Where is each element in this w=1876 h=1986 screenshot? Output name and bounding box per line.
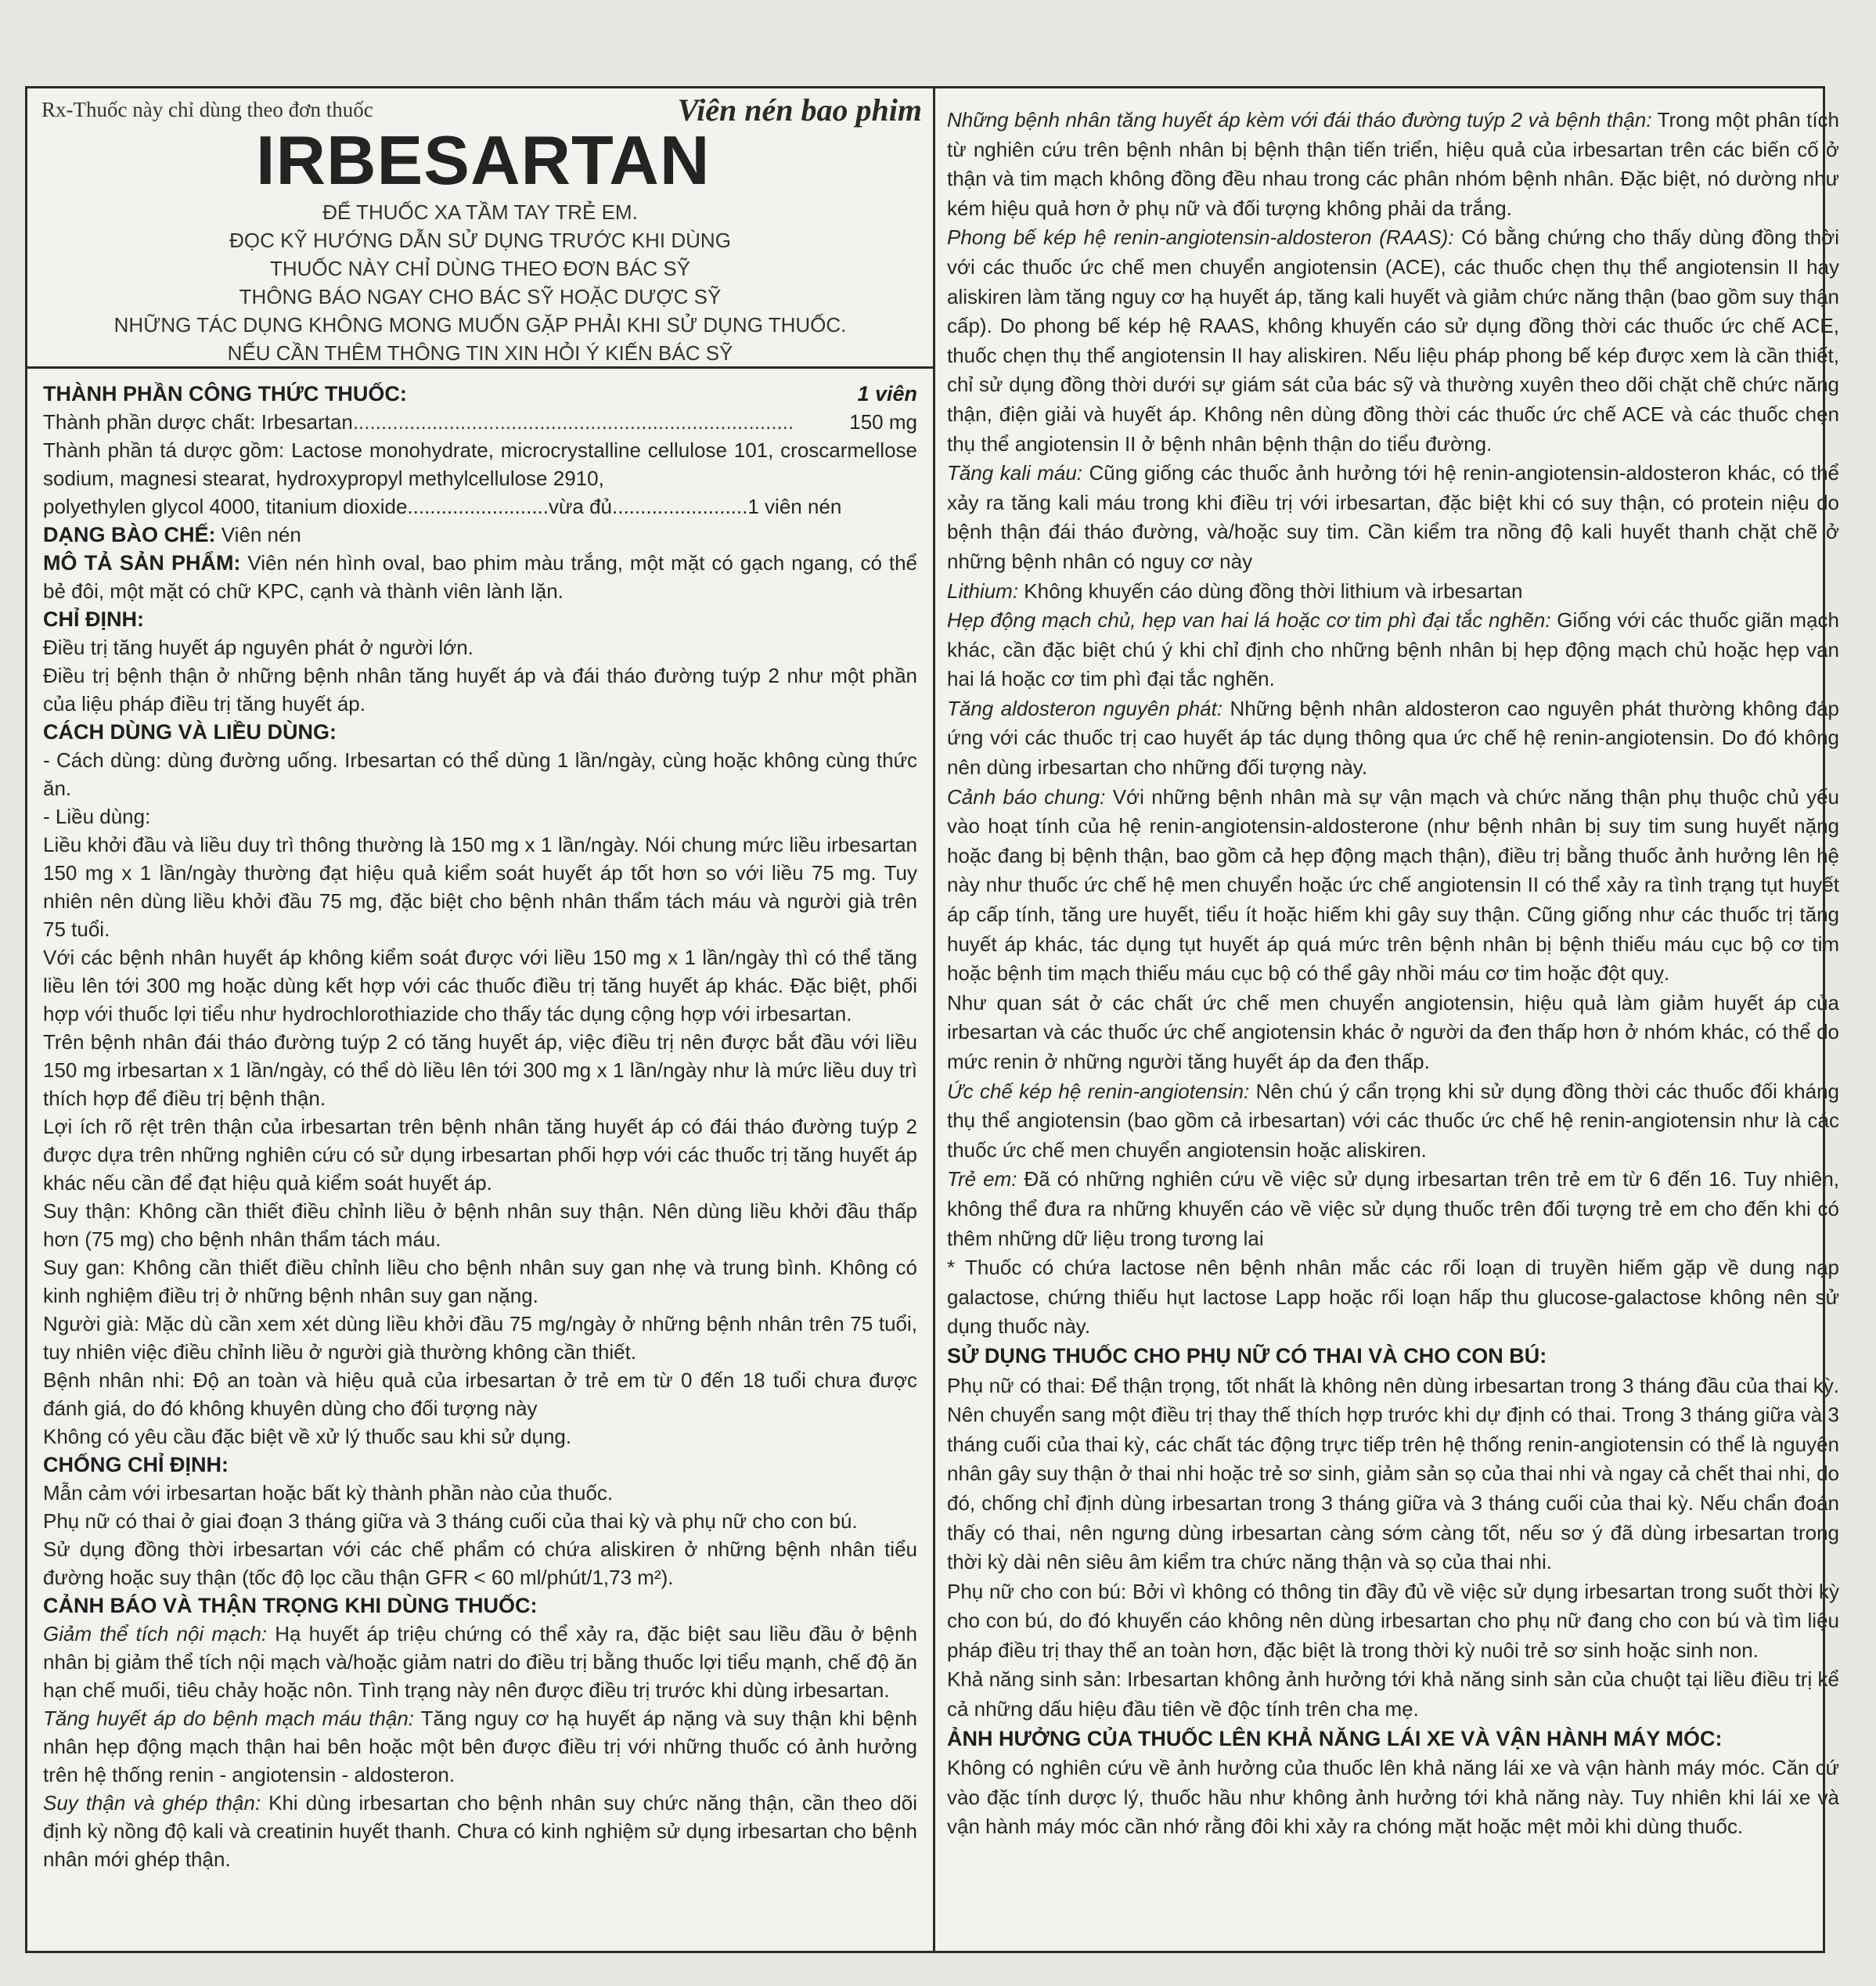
contraindications-title: CHỐNG CHỈ ĐỊNH: [43,1453,229,1476]
warning-head: Tăng aldosteron nguyên phát: [947,696,1223,720]
warning-paragraph [43,1620,917,1704]
active-ingredient: Thành phần dược chất: Irbesartan [43,410,353,434]
warning-paragraph [947,223,1839,459]
contraindication-item: Sử dụng đồng thời irbesartan với các chế phẩm có chứa aliskiren ở những bệnh nhân tiểu đường hoặc suy thận (tốc độ lọc cầu thận GFR < 60 ml/phút/1,73 m²). [43,1537,917,1589]
rx-notice: Rx-Thuốc này chỉ dùng theo đơn thuốc [41,98,373,121]
warning-paragraph [947,1165,1839,1253]
leaflet-sheet [25,86,1839,1953]
active-ingredient-row [43,408,917,436]
warning-head: Tăng kali máu: [947,461,1083,485]
dosage-paragraph: Người già: Mặc dù cần xem xét dùng liều khởi đầu 75 mg/ngày ở những bệnh nhân trên 75 tuổi, tuy nhiên việc điều chỉnh liều ở người già thường không cần thiết. [43,1312,917,1364]
dosage-paragraph: Suy thận: Không cần thiết điều chỉnh liều ở bệnh nhân suy thận. Nên dùng liều khởi đầu thấp hơn (75 mg) cho bệnh nhân thẩm tách máu. [43,1199,917,1251]
description-text: Viên nén hình oval, bao phim màu trắng, một mặt có gạch ngang, có thể bẻ đôi, một mặt có chữ KPC, cạnh và thành viên lành lặn. [43,551,917,603]
dosage-form-label: Viên nén bao phim [677,92,922,128]
contraindication-item: Mẫn cảm với irbesartan hoặc bất kỳ thành phần nào của thuốc. [43,1481,614,1505]
pregnancy-paragraph: Phụ nữ cho con bú: Bởi vì không có thông tin đầy đủ về việc sử dụng irbesartan trong suốt thời kỳ cho con bú, do đó khuyến cáo không nên dùng irbesartan cho phụ nữ đang cho con bú và tìm liệu pháp điều trị thay thế an toàn hơn, đặc biệt là trong thời kỳ nuôi trẻ sơ sinh hoặc sinh non. [947,1579,1839,1662]
warning-text: Không khuyến cáo dùng đồng thời lithium và irbesartan [1018,578,1523,603]
dosage-form-value: Viên nén [215,523,301,546]
indication-item: Điều trị tăng huyết áp nguyên phát ở người lớn. [43,636,474,659]
dosage-paragraph: Trên bệnh nhân đái tháo đường tuýp 2 có tăng huyết áp, việc điều trị nên được bắt đầu với liều 150 mg irbesartan x 1 lần/ngày, có thể dò liều lên tới 300 mg x 1 lần/ngày như là mức liều duy trì thích hợp để điều trị bệnh thận. [43,1030,917,1110]
warning-paragraph [947,989,1839,1077]
composition-title: THÀNH PHẦN CÔNG THỨC THUỐC: [43,382,407,405]
warning-text: Hạ huyết áp triệu chứng có thể xảy ra, đặc biệt sau liều đầu ở bệnh nhân bị giảm thể tích nội mạch và/hoặc giảm natri do điều trị bằng thuốc lợi tiểu mạnh, chế độ ăn hạn chế muối, tiêu chảy hoặc nôn. Tình trạng này nên được điều trị trước khi dùng irbesartan. [43,1622,917,1702]
dosage-paragraph: Lợi ích rõ rệt trên thận của irbesartan trên bệnh nhân tăng huyết áp có đái tháo đường tuýp 2 được dựa trên những nghiên cứu có sử dụng irbesartan phối hợp với các thuốc trị tăng huyết áp khác nếu cần để đạt hiệu quả kiểm soát huyết áp. [43,1115,917,1195]
warning-paragraph [947,783,1839,989]
right-column [947,106,1839,1953]
warning-text: Nên chú ý cẩn trọng khi sử dụng đồng thời các thuốc đối kháng thụ thể angiotensin (bao gồm cả irbesartan) với các thuốc ức chế hệ renin-angiotensin như là các thuốc ức chế men chuyển angiotensin hoặc aliskiren. [947,1079,1839,1162]
pregnancy-paragraph: Khả năng sinh sản: Irbesartan không ảnh hưởng tới khả năng sinh sản của chuột tại liều điều trị kể cả những dấu hiệu đầu tiên về độc tính trên cha mẹ. [947,1667,1839,1721]
dosage-paragraph: Bệnh nhân nhi: Độ an toàn và hiệu quả của irbesartan ở trẻ em từ 0 đến 18 tuổi chưa được đánh giá, do đó không khuyên dùng cho đối tượng này [43,1368,917,1420]
left-column [27,88,933,1951]
dosage-form-row [43,521,917,549]
dosage-paragraph: Với các bệnh nhân huyết áp không kiểm soát được với liều 150 mg x 1 lần/ngày thì có thể tăng liều lên tới 300 mg hoặc dùng kết hợp với các thuốc điều trị tăng huyết áp khác. Đặc biệt, phối hợp với thuốc lợi tiểu như hydrochlorothiazide cho thấy tác dụng cộng hợp với irbesartan. [43,946,917,1025]
warning-text: * Thuốc có chứa lactose nên bệnh nhân mắc các rối loạn di truyền hiếm gặp về dung nạp galactose, chứng thiếu hụt lactose Lapp hoặc rối loạn hấp thu glucose-galactose không nên sử dụng thuốc này. [947,1256,1839,1339]
composition-header [43,380,917,408]
dosage-paragraph: Liều khởi đầu và liều duy trì thông thường là 150 mg x 1 lần/ngày. Nói chung mức liều irbesartan 150 mg x 1 lần/ngày thường đạt hiệu quả kiểm soát huyết áp tốt hơn so với liều 75 mg. Tuy nhiên nên dùng liều khởi đầu 75 mg, đặc biệt cho bệnh nhân thẩm tách máu và người già trên 75 tuổi. [43,833,917,941]
warning-line: NẾU CẦN THÊM THÔNG TIN XIN HỎI Ý KIẾN BÁC SỸ [227,341,733,365]
driving-text: Không có nghiên cứu về ảnh hưởng của thuốc lên khả năng lái xe và vận hành máy móc. Căn cứ vào đặc tính dược lý, thuốc hầu như không ảnh hưởng tới khả năng này. Tuy nhiên khi lái xe và vận hành máy móc cần nhớ rằng đôi khi xảy ra chóng mặt hoặc mệt mỏi khi dùng thuốc. [947,1756,1839,1839]
warning-paragraph [43,1789,917,1873]
warning-head: Giảm thể tích nội mạch: [43,1622,268,1645]
warning-text: Với những bệnh nhân mà sự vận mạch và chức năng thận phụ thuộc chủ yếu vào hoạt tính của hệ renin-angiotensin-aldosterone (như bệnh nhân bị suy tim sung huyết nặng hoặc đang bị bệnh thận, bao gồm cả hẹp động mạch thận), điều trị bằng thuốc ảnh hưởng lên hệ này như thuốc ức chế hệ men chuyển hoặc ức chế angiotensin II có thể xảy ra tình trạng tụt huyết áp cấp tính, tăng ure huyết, tiểu ít hoặc hiếm khi gây suy thận. Cũng giống như các thuốc trị tăng huyết áp khác, tác dụng tụt huyết áp quá mức trên bệnh nhân bị bệnh thiếu máu cục bộ cơ tim hoặc bệnh tim mạch thiếu máu cục bộ có thể gây nhồi máu cơ tim hoặc đột quỵ. [947,784,1839,986]
warning-head: Ức chế kép hệ renin-angiotensin: [947,1079,1250,1103]
warning-line: THUỐC NÀY CHỈ DÙNG THEO ĐƠN BÁC SỸ [269,257,691,280]
indications-title: CHỈ ĐỊNH: [43,607,144,631]
warning-head: Tăng huyết áp do bệnh mạch máu thận: [43,1707,415,1730]
warning-text: Cũng giống các thuốc ảnh hưởng tới hệ renin-angiotensin-aldosteron khác, có thể xảy ra tăng kali máu trong khi điều trị với irbesartan, đặc biệt khi có suy thận, có protein niệu do bệnh thận đái tháo đường, và/hoặc suy tim. Cần kiểm tra nồng độ kali huyết thanh chặt chẽ ở những bệnh nhân có nguy cơ này [947,461,1839,573]
warning-text: Có bằng chứng cho thấy dùng đồng thời với các thuốc ức chế men chuyển angiotensin (ACE), các thuốc chẹn thụ thể angiotensin II hay aliskiren làm tăng nguy cơ hạ huyết áp, tăng kali huyết và giảm chức năng thận (bao gồm suy thận cấp). Do phong bế kép hệ RAAS, không khuyến cáo sử dụng đồng thời các thuốc ức chế ACE, thuốc chẹn thụ thể angiotensin II hay aliskiren. Nếu liệu pháp phong bế kép được xem là cần thiết, chỉ sử dụng đồng thời dưới sự giám sát của bác sỹ và thường xuyên theo dõi chặt chẽ chức năng thận, điện giải và huyết áp. Không nên dùng đồng thời các thuốc ức chế ACE và các thuốc chẹn thụ thể angiotensin II ở bệnh nhân bệnh thận do tiểu đường. [947,225,1839,456]
warning-head: Cảnh báo chung: [947,784,1106,809]
dosage-title: CÁCH DÙNG VÀ LIỀU DÙNG: [43,720,337,744]
warning-paragraph [947,1253,1839,1342]
warning-head: Lithium: [947,578,1019,603]
warning-text: Đã có những nghiên cứu về việc sử dụng irbesartan trên trẻ em từ 6 đến 16. Tuy nhiên, không thể đưa ra những khuyến cáo về việc sử dụng thuốc trên đối tượng trẻ em cho đến khi có thêm những dữ liệu trong tương lai [947,1167,1839,1250]
description-title: MÔ TẢ SẢN PHẨM: [43,551,241,575]
dosage-paragraph: Không có yêu cầu đặc biệt về xử lý thuốc sau khi sử dụng. [43,1425,572,1448]
warning-paragraph [947,106,1839,223]
warning-head: Trẻ em: [947,1167,1017,1191]
dosage-form-title: DẠNG BÀO CHẾ: [43,523,216,546]
warning-head: Hẹp động mạch chủ, hẹp van hai lá hoặc cơ tim phì đại tắc nghẽn: [947,608,1551,633]
warning-paragraph [947,606,1839,694]
warning-text: Khi dùng irbesartan cho bệnh nhân suy chức năng thận, cần theo dõi định kỳ nồng độ kali và creatinin huyết thanh. Chưa có kinh nghiệm sử dụng irbesartan cho bệnh nhân mới ghép thận. [43,1791,917,1871]
dosage-paragraph: - Liều dùng: [43,805,151,828]
warning-text: Trong một phân tích từ nghiên cứu trên bệnh nhân bị bệnh thận tiến triển, hiệu quả của irbesartan trên các biến cố ở thận và tim mạch không đồng đều nhau trong các phân nhóm bệnh nhân. Đặc biệt, nó dường như kém hiệu quả hơn ở phụ nữ và đối tượng không phải da trắng. [947,108,1839,220]
contraindication-item: Phụ nữ có thai ở giai đoạn 3 tháng giữa và 3 tháng cuối của thai kỳ và phụ nữ cho con bú. [43,1509,858,1533]
warning-paragraph [947,459,1839,576]
pregnancy-title: SỬ DỤNG THUỐC CHO PHỤ NỮ CÓ THAI VÀ CHO CON BÚ: [947,1343,1547,1368]
warning-paragraph [947,577,1839,607]
per-unit-label: 1 viên [857,382,917,405]
pregnancy-paragraph: Phụ nữ có thai: Để thận trọng, tốt nhất là không nên dùng irbesartan trong 3 tháng đầu của thai kỳ. Nên chuyển sang một điều trị thay thế thích hợp trước khi dự định có thai. Trong 3 tháng giữa và 3 tháng cuối của thai kỳ, các chất tác động trực tiếp trên hệ thống renin-angiotensin có thể là nguyên nhân gây suy thận ở thai nhi hoặc trẻ sơ sinh, giảm sản sọ của thai nhi và ngay cả chết thai nhi, do đó, chống chỉ định dùng irbesartan trong 3 tháng giữa và 3 tháng cuối của thai kỳ. Nếu chẩn đoán thấy có thai, nên ngưng dùng irbesartan càng sớm càng tốt, nếu sơ ý đã dùng irbesartan trong thời kỳ dài nên siêu âm kiểm tra chức năng thận và sọ của thai nhi. [947,1373,1839,1574]
driving-title: ẢNH HƯỞNG CỦA THUỐC LÊN KHẢ NĂNG LÁI XE VÀ VẬN HÀNH MÁY MÓC: [947,1726,1723,1750]
dosage-paragraph: Suy gan: Không cần thiết điều chỉnh liều cho bệnh nhân suy gan nhẹ và trung bình. Không có kinh nghiệm điều trị ở những bệnh nhân suy gan nặng. [43,1256,917,1307]
warning-text: Những bệnh nhân aldosteron cao nguyên phát thường không đáp ứng với các thuốc trị cao huyết áp tác dụng thông qua ức chế hệ renin-angiotensin. Do đó không nên dùng irbesartan cho những đối tượng này. [947,696,1839,780]
column-divider [933,88,935,1951]
warning-paragraph [947,1077,1839,1166]
active-amount: 150 mg [849,410,917,434]
warning-text: Giống với các thuốc giãn mạch khác, cần đặc biệt chú ý khi chỉ định cho những bệnh nhân bị hẹp động mạch chủ hoặc hẹp van hai lá hoặc cơ tim phì đại tắc nghẽn. [947,608,1839,691]
dosage-paragraph: - Cách dùng: dùng đường uống. Irbesartan có thể dùng 1 lần/ngày, cùng hoặc không cùng thức ăn. [43,748,917,800]
warning-text: Như quan sát ở các chất ức chế men chuyển angiotensin, hiệu quả làm giảm huyết áp của irbesartan và các thuốc ức chế angiotensin khác ở người da đen thấp hơn ở nhóm khác, có thể do mức renin ở những người tăng huyết áp da đen thấp. [947,990,1839,1073]
warning-line: THÔNG BÁO NGAY CHO BÁC SỸ HOẶC DƯỢC SỸ [239,285,722,308]
warning-head: Những bệnh nhân tăng huyết áp kèm với đái tháo đường tuýp 2 và bệnh thận: [947,108,1652,132]
warning-line: NHỮNG TÁC DỤNG KHÔNG MONG MUỐN GẶP PHẢI KHI SỬ DỤNG THUỐC. [113,313,847,337]
warning-line: ĐỂ THUỐC XA TẦM TAY TRẺ EM. [322,200,638,224]
warning-line: ĐỌC KỸ HƯỚNG DẪN SỬ DỤNG TRƯỚC KHI DÙNG [229,229,731,252]
warning-head: Phong bế kép hệ renin-angiotensin-aldosteron (RAAS): [947,225,1454,250]
brand-name: IRBESARTAN [256,121,711,199]
warning-paragraph [947,694,1839,783]
left-body [43,380,917,1945]
warning-head: Suy thận và ghép thận: [43,1791,261,1815]
warnings-title: CẢNH BÁO VÀ THẬN TRỌNG KHI DÙNG THUỐC: [43,1594,538,1617]
warning-text: Tăng nguy cơ hạ huyết áp nặng và suy thận khi bệnh nhân hẹp động mạch thận hai bên hoặc một bên được điều trị với những thuốc có ảnh hưởng trên hệ thống renin - angiotensin - aldosteron. [43,1707,917,1786]
leaflet-header [27,88,933,369]
warning-paragraph [43,1704,917,1789]
indication-item: Điều trị bệnh thận ở những bệnh nhân tăng huyết áp và đái tháo đường tuýp 2 như một phần của liệu pháp điều trị tăng huyết áp. [43,664,917,715]
description-row [43,549,917,605]
excipients: Thành phần tá dược gồm: Lactose monohydrate, microcrystalline cellulose 101, croscarmellose sodium, magnesi stearat, hydroxypropyl methylcellulose 2910, [43,438,917,490]
safety-warnings [27,198,933,367]
excipients-end: polyethylen glycol 4000, titanium dioxide.........................vừa đủ........................1 viên nén [43,495,842,518]
leader-dots: .............................................................................. [352,410,794,434]
